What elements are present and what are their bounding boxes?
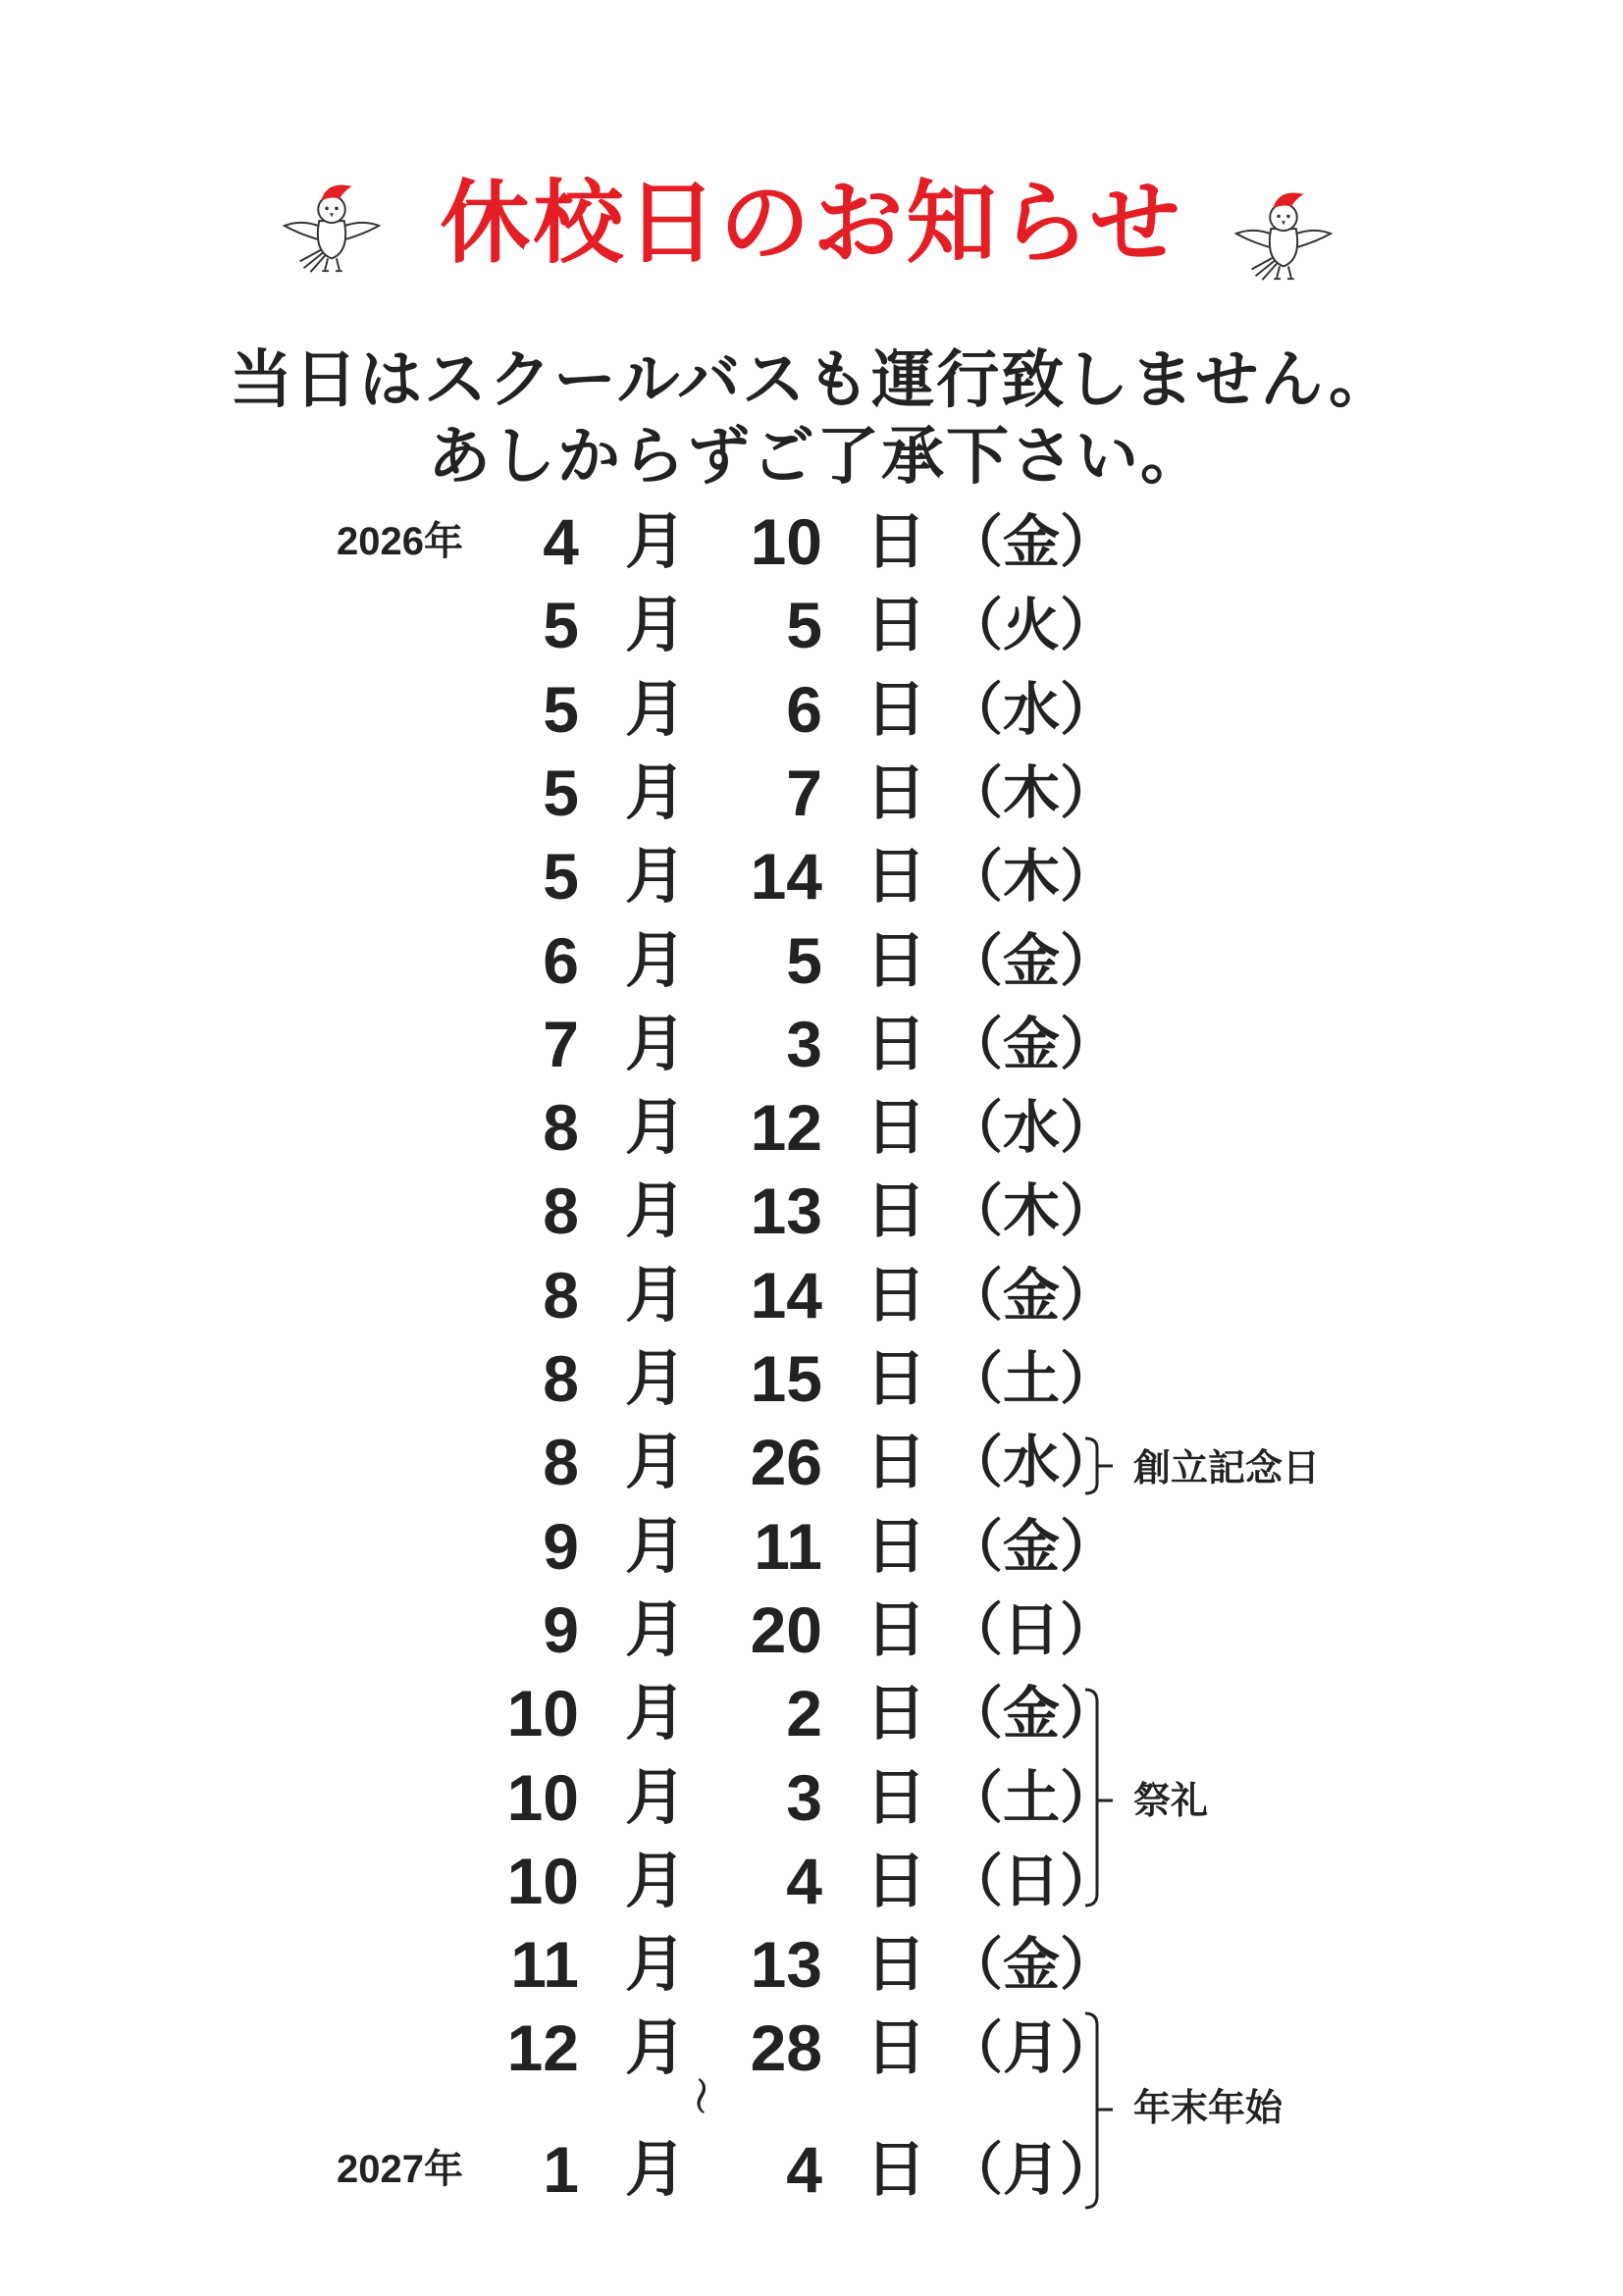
weekday-label: （木） <box>946 1177 1118 1245</box>
group-note-festival: 祭礼 <box>1133 1779 1209 1822</box>
day-unit: 日 <box>865 1928 927 2001</box>
weekday-label: （土） <box>946 1763 1118 1831</box>
month-unit: 月 <box>625 1007 687 1079</box>
month-unit: 月 <box>625 505 687 577</box>
month-number: 8 <box>543 1258 579 1331</box>
month-unit: 月 <box>625 840 687 913</box>
group-note-founding-day: 創立記念日 <box>1133 1446 1321 1489</box>
day-unit: 日 <box>865 672 927 745</box>
day-number: 4 <box>786 2133 822 2206</box>
holiday-row <box>0 837 1623 915</box>
month-unit: 月 <box>625 1174 687 1247</box>
holiday-row <box>0 1674 1623 1752</box>
day-unit: 日 <box>865 840 927 913</box>
month-number: 10 <box>506 1677 579 1750</box>
weekday-label: （日） <box>946 1595 1118 1663</box>
weekday-label: （金） <box>946 1261 1118 1329</box>
holiday-row <box>0 1758 1623 1837</box>
month-unit: 月 <box>625 1509 687 1582</box>
month-unit: 月 <box>625 1342 687 1414</box>
day-number: 13 <box>750 1174 822 1248</box>
weekday-label: （金） <box>946 1931 1118 1999</box>
day-unit: 日 <box>865 1007 927 1079</box>
page-title: 休校日のお知らせ <box>440 171 1183 276</box>
month-number: 12 <box>506 2011 579 2085</box>
holiday-row <box>0 1005 1623 1083</box>
month-unit: 月 <box>625 1844 687 1916</box>
month-number: 4 <box>543 505 579 578</box>
month-number: 8 <box>543 1174 579 1248</box>
month-unit: 月 <box>625 1677 687 1749</box>
month-number: 6 <box>543 923 579 997</box>
day-number: 10 <box>750 505 822 578</box>
month-number: 10 <box>506 1844 579 1917</box>
month-number: 11 <box>510 1928 579 2002</box>
day-unit: 日 <box>865 1342 927 1414</box>
month-number: 8 <box>543 1426 579 1499</box>
month-number: 7 <box>543 1007 579 1080</box>
group-note-year-end: 年末年始 <box>1133 2086 1283 2129</box>
weekday-label: （水） <box>946 1094 1118 1162</box>
day-unit: 日 <box>865 1677 927 1749</box>
holiday-row <box>0 1591 1623 1669</box>
weekday-label: （金） <box>946 1010 1118 1077</box>
year-label: 2026年 <box>337 520 463 563</box>
day-number: 11 <box>754 1509 822 1583</box>
day-unit: 日 <box>865 2011 927 2084</box>
holiday-row <box>0 1256 1623 1334</box>
day-unit: 日 <box>865 1509 927 1582</box>
month-number: 5 <box>543 589 579 662</box>
day-unit: 日 <box>865 1258 927 1331</box>
weekday-label: （火） <box>946 592 1118 659</box>
day-unit: 日 <box>865 1592 927 1665</box>
month-unit: 月 <box>625 756 687 828</box>
notice-line-2: あしからずご了承下さい。 <box>428 421 1205 494</box>
day-unit: 日 <box>865 1091 927 1164</box>
day-unit: 日 <box>865 589 927 661</box>
holiday-row <box>0 2130 1623 2209</box>
day-unit: 日 <box>865 1426 927 1498</box>
day-number: 14 <box>750 1258 822 1331</box>
notice-line-1: 当日はスクールバスも運行致しません。 <box>229 344 1394 417</box>
weekday-label: （金） <box>946 926 1118 994</box>
day-number: 5 <box>786 589 822 662</box>
holiday-row <box>0 1423 1623 1501</box>
month-unit: 月 <box>625 1592 687 1665</box>
month-unit: 月 <box>625 923 687 996</box>
day-number: 20 <box>750 1592 822 1666</box>
holiday-row <box>0 921 1623 1000</box>
holiday-row <box>0 670 1623 749</box>
day-number: 7 <box>786 756 822 829</box>
month-number: 1 <box>543 2133 579 2206</box>
weekday-label: （木） <box>946 843 1118 911</box>
month-number: 9 <box>543 1592 579 1666</box>
holiday-row <box>0 1925 1623 2004</box>
day-number: 6 <box>786 672 822 746</box>
range-tilde: ～ <box>678 2076 721 2114</box>
day-number: 4 <box>786 1844 822 1917</box>
holiday-row <box>0 1339 1623 1418</box>
day-number: 26 <box>750 1426 822 1499</box>
day-unit: 日 <box>865 1174 927 1247</box>
holiday-row <box>0 586 1623 664</box>
weekday-label: （日） <box>946 1847 1118 1914</box>
month-unit: 月 <box>625 1091 687 1164</box>
holiday-row <box>0 1507 1623 1586</box>
month-unit: 月 <box>625 1928 687 2001</box>
day-number: 12 <box>750 1091 822 1165</box>
month-unit: 月 <box>625 1426 687 1498</box>
day-unit: 日 <box>865 1760 927 1833</box>
holiday-row <box>0 502 1623 581</box>
holiday-row <box>0 1842 1623 1920</box>
weekday-label: （水） <box>946 1429 1118 1496</box>
month-unit: 月 <box>625 589 687 661</box>
day-number: 2 <box>786 1677 822 1750</box>
month-unit: 月 <box>625 1760 687 1833</box>
weekday-label: （金） <box>946 508 1118 575</box>
month-unit: 月 <box>625 2011 687 2084</box>
day-unit: 日 <box>865 1844 927 1916</box>
weekday-label: （木） <box>946 758 1118 826</box>
day-number: 13 <box>750 1928 822 2002</box>
day-number: 5 <box>786 923 822 997</box>
day-number: 28 <box>750 2011 822 2085</box>
month-number: 5 <box>543 840 579 913</box>
month-number: 10 <box>506 1760 579 1834</box>
day-unit: 日 <box>865 505 927 577</box>
weekday-label: （月） <box>946 2136 1118 2203</box>
month-unit: 月 <box>625 1258 687 1331</box>
month-unit: 月 <box>625 672 687 745</box>
weekday-label: （金） <box>946 1512 1118 1580</box>
holiday-row <box>0 1172 1623 1250</box>
month-number: 5 <box>543 672 579 746</box>
day-number: 15 <box>750 1342 822 1415</box>
month-unit: 月 <box>625 2133 687 2205</box>
holiday-row <box>0 754 1623 832</box>
day-number: 3 <box>786 1760 822 1834</box>
weekday-label: （水） <box>946 675 1118 743</box>
day-unit: 日 <box>865 923 927 996</box>
month-number: 5 <box>543 756 579 829</box>
day-number: 3 <box>786 1007 822 1080</box>
month-number: 8 <box>543 1342 579 1415</box>
day-number: 14 <box>750 840 822 913</box>
holiday-row <box>0 2009 1623 2087</box>
weekday-label: （金） <box>946 1680 1118 1748</box>
day-unit: 日 <box>865 2133 927 2205</box>
weekday-label: （土） <box>946 1345 1118 1412</box>
weekday-label: （月） <box>946 2014 1118 2082</box>
month-number: 9 <box>543 1509 579 1583</box>
day-unit: 日 <box>865 756 927 828</box>
year-label: 2027年 <box>337 2148 463 2191</box>
month-number: 8 <box>543 1091 579 1165</box>
holiday-row <box>0 1088 1623 1167</box>
